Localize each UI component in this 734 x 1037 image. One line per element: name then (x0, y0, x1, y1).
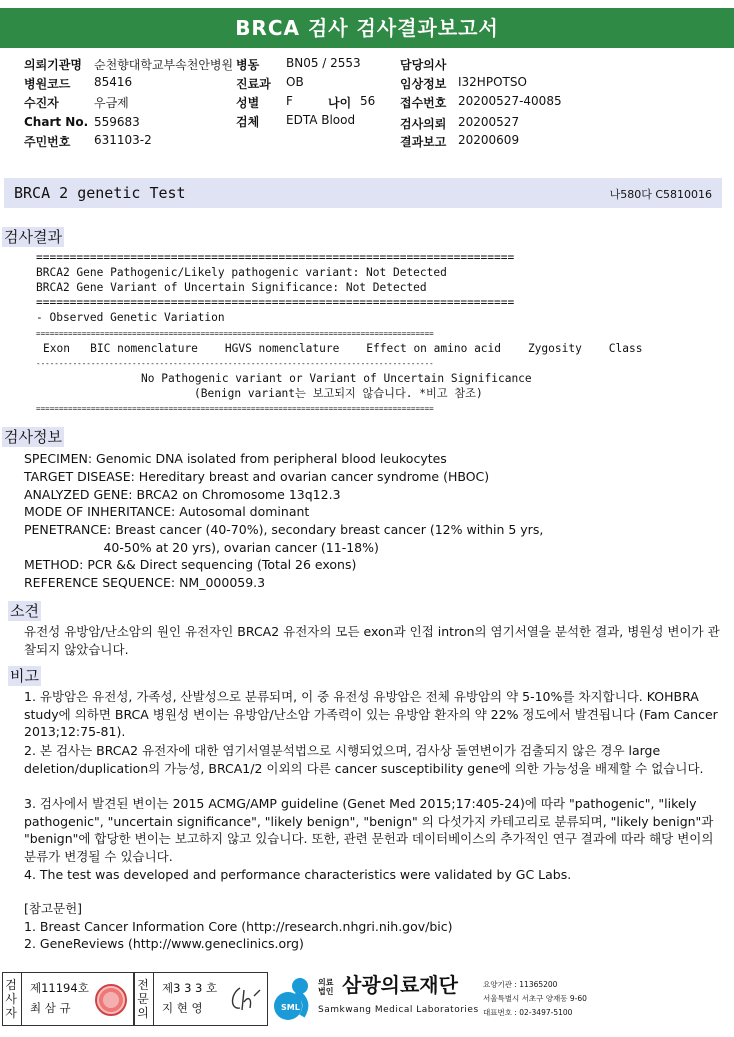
logo-small-text: 의료법인 (318, 978, 334, 996)
divider (21, 972, 22, 1026)
age-value: 56 (360, 94, 376, 108)
specialist-name: 지 현 영 (162, 1001, 203, 1015)
testinfo-heading: 검사정보 (4, 428, 62, 446)
logo-english: Samkwang Medical Laboratories (318, 1005, 479, 1015)
requested-label: 검사의뢰 (400, 117, 447, 131)
testinfo-line: REFERENCE SEQUENCE: NM_000059.3 (24, 575, 266, 590)
inst-value: 순천향대학교부속천안병원 (94, 58, 234, 72)
sex-value: F (286, 94, 293, 108)
reported-value: 20200609 (458, 133, 520, 147)
test-name-bar (4, 178, 722, 208)
results-divider: --------------------------------------------------------------------------------------- (36, 359, 434, 368)
reported-label: 결과보고 (400, 135, 447, 149)
hospcode-value: 85416 (94, 75, 133, 89)
results-separator: ======================================================================================= (36, 329, 434, 338)
no-variant-line: No Pathogenic variant or Variant of Uncertain Significance (141, 372, 532, 385)
dept-value: OB (286, 75, 304, 89)
remarks-heading: 비고 (10, 667, 39, 685)
results-line: BRCA2 Gene Variant of Uncertain Significance: Not Detected (36, 281, 427, 294)
specialist-vertical-label: 전문의 (137, 978, 149, 1020)
findings-text: 유전성 유방암/난소암의 원인 유전자인 BRCA2 유전자의 모든 exon과 인접 intron의 염기서열을 분석한 결과, 병원성 변이가 관찰되지 않았습니다. (24, 624, 720, 657)
logo-abbr: SML (281, 1003, 300, 1012)
signature-footer (0, 970, 734, 1030)
specimen-label: 검체 (236, 115, 260, 129)
chart-label: Chart No. (24, 115, 89, 129)
id-value: 631103-2 (94, 133, 152, 147)
references-title: [참고문헌] (24, 901, 83, 916)
id-label: 주민번호 (24, 135, 71, 149)
remark-item: 2. 본 검사는 BRCA2 유전자에 대한 염기서열분석법으로 시행되었으며, 검사상 돌연변이가 검출되지 않은 경우 large deletion/duplication의 가능성, BRCA1/2 이외의 다른 cancer susceptibility gene에 의한 가능성을 배제할 수 없습니다. (24, 743, 704, 776)
findings-heading: 소견 (10, 602, 39, 620)
results-line: - Observed Genetic Variation (36, 311, 225, 324)
sml-logo-icon (272, 976, 316, 1022)
patient-value: 우금제 (94, 96, 129, 110)
accession-value: 20200527-40085 (458, 94, 562, 108)
clinical-label: 임상정보 (400, 77, 447, 91)
testinfo-line: ANALYZED GENE: BRCA2 on Chromosome 13q12.3 (24, 487, 341, 502)
address-line: 요양기관 : 11365200 (483, 980, 558, 989)
ward-value: BN05 / 2553 (286, 56, 361, 70)
requested-value: 20200527 (458, 115, 520, 129)
results-line: ======================================================================= (36, 296, 515, 309)
patient-label: 수진자 (24, 96, 59, 110)
testinfo-line: METHOD: PCR && Direct sequencing (Total 26 exons) (24, 557, 357, 572)
sex-label: 성별 (236, 96, 260, 110)
test-name: BRCA 2 genetic Test (14, 184, 186, 202)
remark-item: 4. The test was developed and performance characteristics were validated by GC Labs. (24, 867, 572, 882)
testinfo-line: MODE OF INHERITANCE: Autosomal dominant (24, 504, 310, 519)
specialist-license: 제3 3 3 호 (162, 981, 218, 995)
inst-label: 의뢰기관명 (24, 58, 82, 72)
tester-vertical-label: 검사자 (5, 978, 17, 1020)
report-title: BRCA 검사 검사결과보고서 (0, 8, 734, 48)
variant-table-header: Exon BIC nomenclature HGVS nomenclature Effect on amino acid Zygosity Class (43, 342, 643, 355)
chart-value: 559683 (94, 115, 140, 129)
benign-note-line: (Benign variant는 보고되지 않습니다. *비고 참조) (194, 387, 483, 400)
accession-label: 접수번호 (400, 96, 447, 110)
testinfo-line: 40-50% at 20 yrs), ovarian cancer (11-18%) (24, 540, 379, 555)
tester-seal (95, 984, 127, 1016)
hospcode-label: 병원코드 (24, 77, 71, 91)
remark-item: 1. 유방암은 유전성, 가족성, 산발성으로 분류되며, 이 중 유전성 유방암은 전체 유방암의 약 5-10%를 차지합니다. KOHBRA study에 의하면 BRCA 병원성 변이는 유방암/난소암 가족력이 있는 유방암 환자의 약 22% 정도에서 발견됩니다 (Fam Cancer 2013;12:75-81). (24, 689, 718, 740)
age-label: 나이 (328, 96, 352, 110)
clinical-value: I32HPOTSO (458, 75, 527, 89)
reference-item: 2. GeneReviews (http://www.geneclinics.org) (24, 936, 304, 951)
results-heading: 검사결과 (4, 228, 62, 246)
results-line: ======================================================================= (36, 251, 515, 264)
address-line: 서울특별시 서초구 양재동 9-60 (483, 994, 587, 1003)
results-separator-end: ======================================================================================= (36, 404, 434, 413)
divider (153, 972, 154, 1026)
reference-item: 1. Breast Cancer Information Core (http://research.nhgri.nih.gov/bic) (24, 919, 453, 934)
test-code: 나580다 C5810016 (609, 188, 712, 201)
doctor-label: 담당의사 (400, 58, 447, 72)
logo-name: 삼광의료재단 (342, 973, 458, 997)
specimen-value: EDTA Blood (286, 113, 356, 127)
testinfo-line: PENETRANCE: Breast cancer (40-70%), secondary breast cancer (12% within 5 yrs, (24, 522, 544, 537)
address-line: 대표번호 : 02-3497-5100 (483, 1008, 573, 1017)
testinfo-line: TARGET DISEASE: Hereditary breast and ovarian cancer syndrome (HBOC) (24, 469, 490, 484)
results-line: BRCA2 Gene Pathogenic/Likely pathogenic variant: Not Detected (36, 266, 447, 279)
tester-license: 제11194호 (30, 981, 89, 995)
dept-label: 진료과 (236, 77, 271, 91)
testinfo-line: SPECIMEN: Genomic DNA isolated from peripheral blood leukocytes (24, 451, 447, 466)
specialist-signature (226, 984, 262, 1014)
remark-item: 3. 검사에서 발견된 변이는 2015 ACMG/AMP guideline (Genet Med 2015;17:405-24)에 따라 "pathogenic", "likely pathogenic", "uncertain significance", "likely benign", "benign" 의 다섯가지 카테고리로 분류되며, "likely benign"과 "benign"에 합당한 변이는 보고하지 않고 있습니다. 또한, 관련 문헌과 데이터베이스의 추가적인 연구 결과에 따라 해당 변이의 분류가 변경될 수 있습니다. (24, 796, 714, 864)
tester-name: 최 삼 규 (30, 1001, 71, 1015)
ward-label: 병동 (236, 58, 260, 72)
